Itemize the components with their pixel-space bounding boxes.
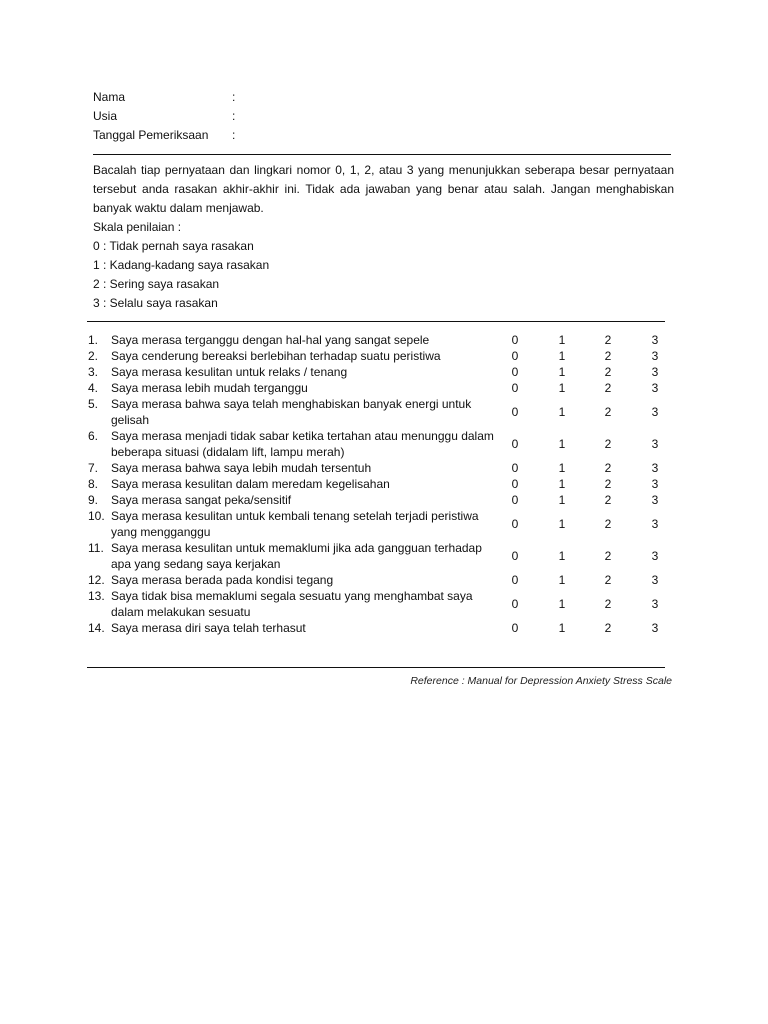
questionnaire-item: [88, 492, 678, 508]
scale-item: 0 : Tidak pernah saya rasakan: [93, 239, 254, 253]
rating-option-2[interactable]: 2: [604, 333, 612, 347]
item-statement: Saya merasa lebih mudah terganggu: [111, 381, 308, 395]
rating-option-1[interactable]: 1: [558, 549, 566, 563]
item-statement: Saya merasa kesulitan untuk relaks / tenang: [111, 365, 348, 379]
rating-option-3[interactable]: 3: [651, 437, 659, 451]
item-number: 7.: [88, 461, 99, 475]
item-number: 11.: [88, 541, 104, 555]
item-statement: Saya merasa bahwa saya lebih mudah tersentuh: [111, 461, 372, 475]
item-number: 10.: [88, 509, 105, 523]
item-number: 3.: [88, 365, 99, 379]
divider-bottom: [87, 667, 665, 668]
rating-option-2[interactable]: 2: [604, 461, 612, 475]
rating-option-1[interactable]: 1: [558, 461, 566, 475]
rating-option-0[interactable]: 0: [511, 461, 519, 475]
item-statement: Saya merasa bahwa saya telah menghabiskan banyak energi untuk gelisah: [111, 397, 472, 427]
questionnaire-item: [88, 620, 678, 636]
questionnaire-item: [88, 508, 678, 540]
item-statement: Saya tidak bisa memaklumi segala sesuatu yang menghambat saya dalam melakukan sesuatu: [111, 589, 473, 619]
item-number: 9.: [88, 493, 99, 507]
questionnaire-item: [88, 332, 678, 348]
rating-option-0[interactable]: 0: [511, 597, 519, 611]
rating-option-1[interactable]: 1: [558, 493, 566, 507]
rating-option-0[interactable]: 0: [511, 493, 519, 507]
rating-option-1[interactable]: 1: [558, 405, 566, 419]
rating-option-1[interactable]: 1: [558, 333, 566, 347]
rating-option-2[interactable]: 2: [604, 381, 612, 395]
rating-option-0[interactable]: 0: [511, 437, 519, 451]
rating-option-0[interactable]: 0: [511, 365, 519, 379]
scale-item: 1 : Kadang-kadang saya rasakan: [93, 258, 270, 272]
questionnaire-item: [88, 476, 678, 492]
item-statement: Saya merasa sangat peka/sensitif: [111, 493, 292, 507]
questionnaire-item: [88, 428, 678, 460]
rating-option-2[interactable]: 2: [604, 549, 612, 563]
item-number: 6.: [88, 429, 99, 443]
rating-option-3[interactable]: 3: [651, 461, 659, 475]
item-statement: Saya merasa berada pada kondisi tegang: [111, 573, 334, 587]
field-colon: :: [232, 90, 236, 104]
field-nama: [93, 88, 313, 107]
item-statement: Saya merasa kesulitan untuk memaklumi jika ada gangguan terhadap apa yang sedang saya kerjakan: [111, 541, 482, 571]
field-usia: [93, 107, 313, 126]
rating-option-2[interactable]: 2: [604, 405, 612, 419]
field-label: Tanggal Pemeriksaan: [93, 128, 209, 142]
rating-option-3[interactable]: 3: [651, 477, 659, 491]
scale-item: 3 : Selalu saya rasakan: [93, 296, 218, 310]
item-number: 13.: [88, 589, 105, 603]
rating-option-1[interactable]: 1: [558, 573, 566, 587]
field-colon: :: [232, 109, 236, 123]
rating-option-3[interactable]: 3: [651, 493, 659, 507]
questionnaire-item: [88, 572, 678, 588]
rating-scale: [93, 218, 393, 313]
item-number: 14.: [88, 621, 105, 635]
rating-option-0[interactable]: 0: [511, 621, 519, 635]
rating-option-2[interactable]: 2: [604, 597, 612, 611]
divider-middle: [87, 321, 665, 322]
rating-option-2[interactable]: 2: [604, 493, 612, 507]
questionnaire-item: [88, 348, 678, 364]
rating-option-2[interactable]: 2: [604, 477, 612, 491]
field-label: Usia: [93, 109, 118, 123]
item-statement: Saya merasa diri saya telah terhasut: [111, 621, 306, 635]
rating-option-0[interactable]: 0: [511, 349, 519, 363]
questionnaire-item: [88, 380, 678, 396]
divider-top: [93, 154, 671, 155]
item-number: 1.: [88, 333, 99, 347]
rating-option-3[interactable]: 3: [651, 517, 659, 531]
item-number: 8.: [88, 477, 99, 491]
rating-option-0[interactable]: 0: [511, 517, 519, 531]
field-label: Nama: [93, 90, 126, 104]
rating-option-2[interactable]: 2: [604, 573, 612, 587]
rating-option-0[interactable]: 0: [511, 549, 519, 563]
rating-option-3[interactable]: 3: [651, 333, 659, 347]
rating-option-3[interactable]: 3: [651, 549, 659, 563]
item-number: 5.: [88, 397, 99, 411]
scale-title: Skala penilaian :: [93, 220, 182, 234]
questionnaire-items: [88, 332, 678, 636]
item-statement: Saya merasa kesulitan dalam meredam kegelisahan: [111, 477, 390, 491]
rating-option-2[interactable]: 2: [604, 349, 612, 363]
rating-option-1[interactable]: 1: [558, 349, 566, 363]
item-number: 4.: [88, 381, 99, 395]
rating-option-0[interactable]: 0: [511, 333, 519, 347]
rating-option-2[interactable]: 2: [604, 517, 612, 531]
rating-option-1[interactable]: 1: [558, 621, 566, 635]
rating-option-0[interactable]: 0: [511, 477, 519, 491]
questionnaire-item: [88, 396, 678, 428]
field-colon: :: [232, 128, 236, 142]
identity-fields: [93, 88, 313, 145]
rating-option-2[interactable]: 2: [604, 365, 612, 379]
rating-option-1[interactable]: 1: [558, 517, 566, 531]
rating-option-1[interactable]: 1: [558, 437, 566, 451]
questionnaire-item: [88, 540, 678, 572]
rating-option-0[interactable]: 0: [511, 381, 519, 395]
item-number: 2.: [88, 349, 99, 363]
rating-option-2[interactable]: 2: [604, 621, 612, 635]
item-statement: Saya cenderung bereaksi berlebihan terhadap suatu peristiwa: [111, 349, 441, 363]
rating-option-1[interactable]: 1: [558, 381, 566, 395]
item-statement: Saya merasa kesulitan untuk kembali tenang setelah terjadi peristiwa yang mengganggu: [111, 509, 479, 539]
rating-option-3[interactable]: 3: [651, 349, 659, 363]
scale-item: 2 : Sering saya rasakan: [93, 277, 220, 291]
rating-option-0[interactable]: 0: [511, 405, 519, 419]
field-tanggal-pemeriksaan: [93, 126, 313, 145]
item-statement: Saya merasa terganggu dengan hal-hal yang sangat sepele: [111, 333, 430, 347]
rating-option-3[interactable]: 3: [651, 365, 659, 379]
reference-note: Reference : Manual for Depression Anxiety Stress Scale: [410, 675, 672, 687]
rating-option-3[interactable]: 3: [651, 381, 659, 395]
questionnaire-item: [88, 588, 678, 620]
rating-option-2[interactable]: 2: [604, 437, 612, 451]
rating-option-3[interactable]: 3: [651, 573, 659, 587]
item-number: 12.: [88, 573, 105, 587]
rating-option-0[interactable]: 0: [511, 573, 519, 587]
item-statement: Saya merasa menjadi tidak sabar ketika tertahan atau menunggu dalam beberapa situasi (didalam lift, lampu merah): [111, 429, 494, 459]
questionnaire-item: [88, 364, 678, 380]
rating-option-1[interactable]: 1: [558, 597, 566, 611]
rating-option-1[interactable]: 1: [558, 477, 566, 491]
questionnaire-item: [88, 460, 678, 476]
instructions-text: Bacalah tiap pernyataan dan lingkari nomor 0, 1, 2, atau 3 yang menunjukkan seberapa besar pernyataan tersebut anda rasakan akhir-akhir ini. Tidak ada jawaban yang benar atau salah. Jangan menghabiskan banyak waktu dalam menjawab.: [93, 163, 674, 215]
rating-option-3[interactable]: 3: [651, 621, 659, 635]
rating-option-1[interactable]: 1: [558, 365, 566, 379]
rating-option-3[interactable]: 3: [651, 597, 659, 611]
rating-option-3[interactable]: 3: [651, 405, 659, 419]
